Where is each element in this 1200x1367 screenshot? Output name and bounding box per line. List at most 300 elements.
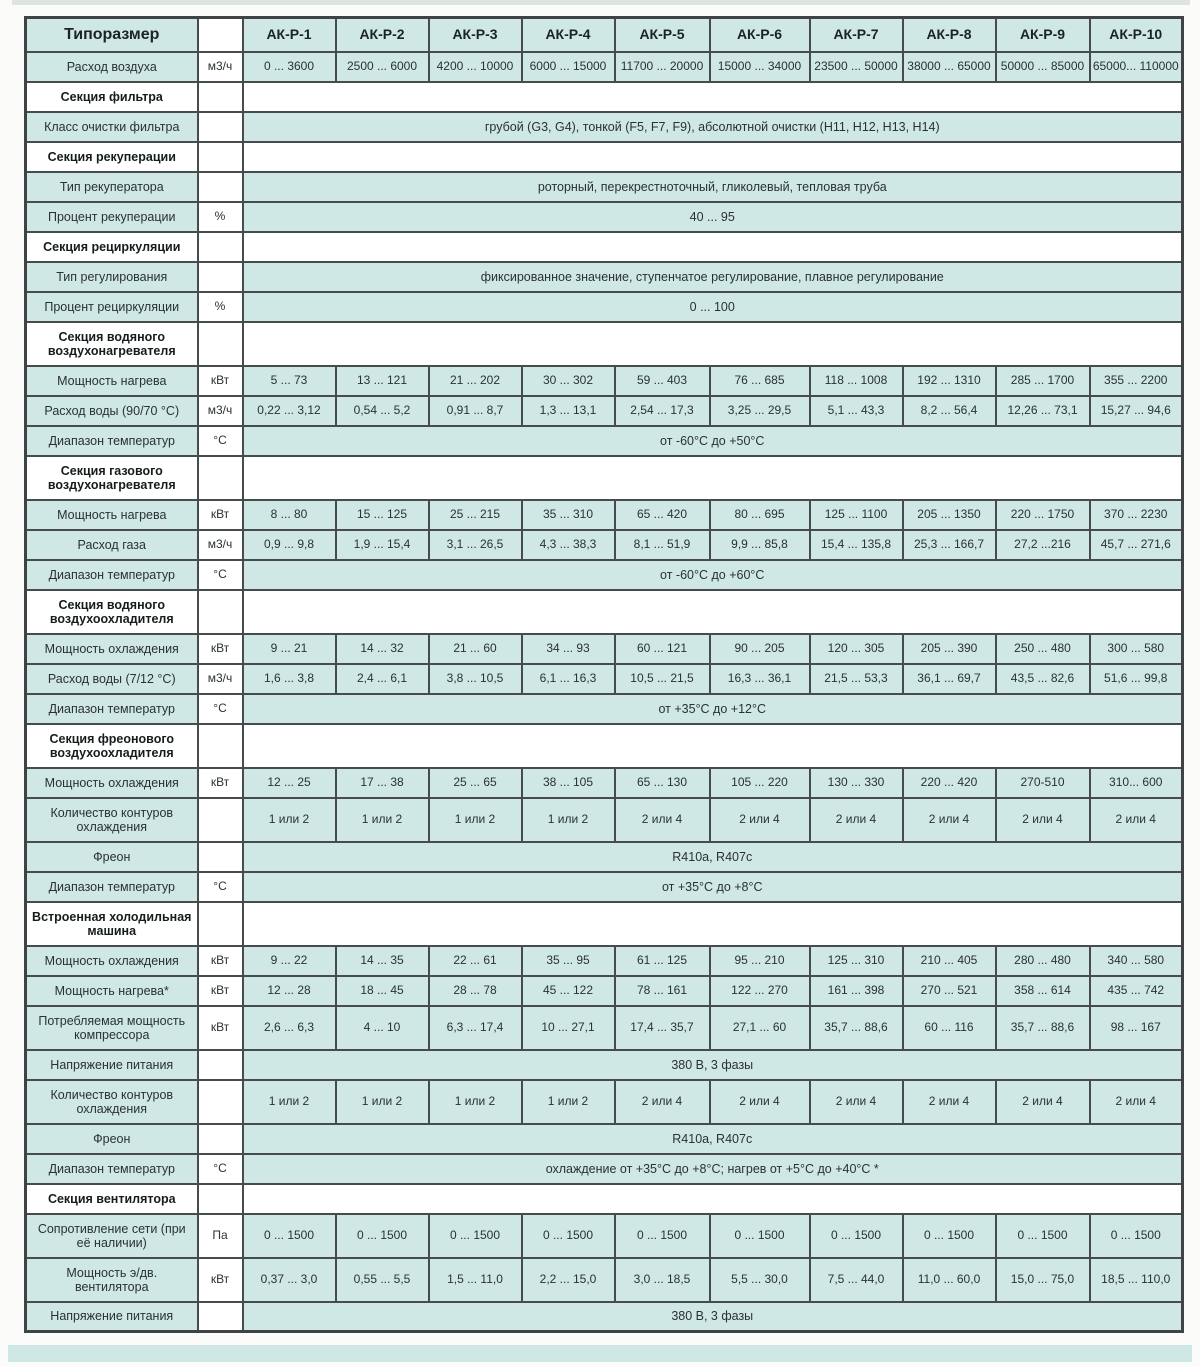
row-label: Количество контуров охлаждения [26, 1080, 198, 1124]
value-cell: 95 ... 210 [710, 946, 810, 976]
value-cell: 220 ... 420 [903, 768, 996, 798]
model-header: АК-Р-10 [1090, 18, 1183, 52]
value-cell: 205 ... 1350 [903, 500, 996, 530]
value-cell: 35,7 ... 88,6 [810, 1006, 903, 1050]
spec-row [26, 426, 1183, 456]
spec-row [26, 872, 1183, 902]
value-cell: 130 ... 330 [810, 768, 903, 798]
value-cell: 13 ... 121 [336, 366, 429, 396]
spec-row [26, 112, 1183, 142]
value-cell: 8,2 ... 56,4 [903, 396, 996, 426]
model-header: АК-Р-1 [243, 18, 336, 52]
value-cell: 120 ... 305 [810, 634, 903, 664]
value-cell: 17 ... 38 [336, 768, 429, 798]
value-cell: 18 ... 45 [336, 976, 429, 1006]
value-cell: 2 или 4 [615, 1080, 710, 1124]
section-title: Секция фреонового воздухоохладителя [26, 724, 198, 768]
value-cell: 280 ... 480 [996, 946, 1090, 976]
value-cell: 2 или 4 [996, 798, 1090, 842]
value-cell: 60 ... 121 [615, 634, 710, 664]
value-cell: 2 или 4 [615, 798, 710, 842]
value-cell: 3,0 ... 18,5 [615, 1258, 710, 1302]
row-label: Расход воды (90/70 °С) [26, 396, 198, 426]
value-cell: 27,1 ... 60 [710, 1006, 810, 1050]
spec-row [26, 1154, 1183, 1184]
value-cell: 0,9 ... 9,8 [243, 530, 336, 560]
unit-cell: °С [198, 872, 243, 902]
value-cell: 220 ... 1750 [996, 500, 1090, 530]
value-cell: 3,25 ... 29,5 [710, 396, 810, 426]
merged-value-cell: фиксированное значение, ступенчатое регулирование, плавное регулирование [243, 262, 1183, 292]
value-cell: 12 ... 28 [243, 976, 336, 1006]
spec-row [26, 530, 1183, 560]
value-cell: 0 ... 1500 [810, 1214, 903, 1258]
value-cell: 38000 ... 65000 [903, 52, 996, 82]
row-label: Процент рекуперации [26, 202, 198, 232]
unit-cell: % [198, 292, 243, 322]
row-label: Сопротивление сети (при её наличии) [26, 1214, 198, 1258]
header-row [26, 18, 1183, 52]
unit-cell [198, 842, 243, 872]
value-cell: 0 ... 1500 [710, 1214, 810, 1258]
spec-table-body [26, 52, 1183, 1332]
value-cell: 0,91 ... 8,7 [429, 396, 522, 426]
value-cell: 4200 ... 10000 [429, 52, 522, 82]
value-cell: 3,8 ... 10,5 [429, 664, 522, 694]
value-cell: 21,5 ... 53,3 [810, 664, 903, 694]
section-empty-cell [243, 322, 1183, 366]
value-cell: 28 ... 78 [429, 976, 522, 1006]
value-cell: 1 или 2 [336, 1080, 429, 1124]
section-header-row [26, 724, 1183, 768]
value-cell: 25,3 ... 166,7 [903, 530, 996, 560]
value-cell: 35,7 ... 88,6 [996, 1006, 1090, 1050]
value-cell: 65000... 110000 [1090, 52, 1183, 82]
value-cell: 9 ... 21 [243, 634, 336, 664]
section-header-row [26, 590, 1183, 634]
value-cell: 10,5 ... 21,5 [615, 664, 710, 694]
value-cell: 0 ... 1500 [429, 1214, 522, 1258]
merged-value-cell: R410a, R407c [243, 1124, 1183, 1154]
value-cell: 300 ... 580 [1090, 634, 1183, 664]
value-cell: 45,7 ... 271,6 [1090, 530, 1183, 560]
row-label: Диапазон температур [26, 872, 198, 902]
unit-cell: кВт [198, 768, 243, 798]
value-cell: 2 или 4 [996, 1080, 1090, 1124]
value-cell: 2 или 4 [1090, 798, 1183, 842]
value-cell: 2 или 4 [710, 1080, 810, 1124]
section-empty-cell [243, 1184, 1183, 1214]
section-empty-cell [243, 232, 1183, 262]
value-cell: 105 ... 220 [710, 768, 810, 798]
unit-cell: °С [198, 694, 243, 724]
value-cell: 122 ... 270 [710, 976, 810, 1006]
spec-row [26, 52, 1183, 82]
value-cell: 11,0 ... 60,0 [903, 1258, 996, 1302]
value-cell: 1,6 ... 3,8 [243, 664, 336, 694]
value-cell: 2 или 4 [903, 1080, 996, 1124]
value-cell: 210 ... 405 [903, 946, 996, 976]
value-cell: 59 ... 403 [615, 366, 710, 396]
value-cell: 17,4 ... 35,7 [615, 1006, 710, 1050]
value-cell: 6,3 ... 17,4 [429, 1006, 522, 1050]
spec-row [26, 1080, 1183, 1124]
value-cell: 270-510 [996, 768, 1090, 798]
value-cell: 50000 ... 85000 [996, 52, 1090, 82]
row-label: Количество контуров охлаждения [26, 798, 198, 842]
row-label: Мощность охлаждения [26, 768, 198, 798]
model-header: АК-Р-2 [336, 18, 429, 52]
unit-cell [198, 172, 243, 202]
spec-row [26, 1302, 1183, 1332]
value-cell: 2,6 ... 6,3 [243, 1006, 336, 1050]
row-label: Диапазон температур [26, 694, 198, 724]
unit-cell [198, 1124, 243, 1154]
unit-header-cell [198, 18, 243, 52]
value-cell: 1,3 ... 13,1 [522, 396, 615, 426]
value-cell: 14 ... 35 [336, 946, 429, 976]
value-cell: 30 ... 302 [522, 366, 615, 396]
value-cell: 76 ... 685 [710, 366, 810, 396]
section-title: Встроенная холодильная машина [26, 902, 198, 946]
value-cell: 1 или 2 [429, 798, 522, 842]
row-label: Расход воздуха [26, 52, 198, 82]
section-header-row [26, 322, 1183, 366]
row-label: Напряжение питания [26, 1302, 198, 1332]
value-cell: 355 ... 2200 [1090, 366, 1183, 396]
value-cell: 25 ... 65 [429, 768, 522, 798]
spec-row [26, 946, 1183, 976]
section-header-row [26, 142, 1183, 172]
value-cell: 45 ... 122 [522, 976, 615, 1006]
value-cell: 7,5 ... 44,0 [810, 1258, 903, 1302]
merged-value-cell: охлаждение от +35°С до +8°С; нагрев от +5°С до +40°С * [243, 1154, 1183, 1184]
section-title: Секция вентилятора [26, 1184, 198, 1214]
section-empty-cell [243, 902, 1183, 946]
value-cell: 6000 ... 15000 [522, 52, 615, 82]
value-cell: 370 ... 2230 [1090, 500, 1183, 530]
spec-row [26, 1124, 1183, 1154]
spec-row [26, 976, 1183, 1006]
section-empty-cell [243, 82, 1183, 112]
unit-cell [198, 456, 243, 500]
section-empty-cell [243, 142, 1183, 172]
unit-cell: °С [198, 426, 243, 456]
value-cell: 11700 ... 20000 [615, 52, 710, 82]
unit-cell: м3/ч [198, 396, 243, 426]
model-header: АК-Р-9 [996, 18, 1090, 52]
value-cell: 125 ... 310 [810, 946, 903, 976]
value-cell: 18,5 ... 110,0 [1090, 1258, 1183, 1302]
value-cell: 61 ... 125 [615, 946, 710, 976]
value-cell: 80 ... 695 [710, 500, 810, 530]
value-cell: 15,4 ... 135,8 [810, 530, 903, 560]
value-cell: 34 ... 93 [522, 634, 615, 664]
spec-row [26, 842, 1183, 872]
merged-value-cell: роторный, перекрестноточный, гликолевый, тепловая труба [243, 172, 1183, 202]
unit-cell: кВт [198, 946, 243, 976]
spec-row [26, 1050, 1183, 1080]
corner-cell: Типоразмер [26, 18, 198, 52]
spec-row [26, 202, 1183, 232]
value-cell: 65 ... 130 [615, 768, 710, 798]
value-cell: 2,2 ... 15,0 [522, 1258, 615, 1302]
row-label: Потребляемая мощность компрессора [26, 1006, 198, 1050]
unit-cell [198, 232, 243, 262]
unit-cell [198, 322, 243, 366]
value-cell: 0 ... 1500 [243, 1214, 336, 1258]
merged-value-cell: грубой (G3, G4), тонкой (F5, F7, F9), абсолютной очистки (H11, H12, H13, H14) [243, 112, 1183, 142]
section-header-row [26, 82, 1183, 112]
value-cell: 270 ... 521 [903, 976, 996, 1006]
value-cell: 2 или 4 [903, 798, 996, 842]
section-title: Секция водяного воздухоохладителя [26, 590, 198, 634]
unit-cell: м3/ч [198, 530, 243, 560]
section-header-row [26, 902, 1183, 946]
merged-value-cell: 40 ... 95 [243, 202, 1183, 232]
value-cell: 250 ... 480 [996, 634, 1090, 664]
model-header: АК-Р-7 [810, 18, 903, 52]
value-cell: 285 ... 1700 [996, 366, 1090, 396]
value-cell: 4,3 ... 38,3 [522, 530, 615, 560]
spec-row [26, 1258, 1183, 1302]
unit-cell: °С [198, 560, 243, 590]
row-label: Фреон [26, 1124, 198, 1154]
value-cell: 435 ... 742 [1090, 976, 1183, 1006]
value-cell: 65 ... 420 [615, 500, 710, 530]
unit-cell: % [198, 202, 243, 232]
value-cell: 3,1 ... 26,5 [429, 530, 522, 560]
unit-cell [198, 82, 243, 112]
section-empty-cell [243, 590, 1183, 634]
unit-cell [198, 1302, 243, 1332]
value-cell: 0 ... 1500 [996, 1214, 1090, 1258]
row-label: Процент рециркуляции [26, 292, 198, 322]
value-cell: 0 ... 1500 [336, 1214, 429, 1258]
value-cell: 0,55 ... 5,5 [336, 1258, 429, 1302]
merged-value-cell: от -60°С до +60°С [243, 560, 1183, 590]
value-cell: 161 ... 398 [810, 976, 903, 1006]
unit-cell: кВт [198, 976, 243, 1006]
row-label: Мощность охлаждения [26, 946, 198, 976]
value-cell: 118 ... 1008 [810, 366, 903, 396]
bottom-decoration-strip [8, 1345, 1192, 1362]
value-cell: 60 ... 116 [903, 1006, 996, 1050]
spec-row [26, 500, 1183, 530]
value-cell: 12,26 ... 73,1 [996, 396, 1090, 426]
value-cell: 0,22 ... 3,12 [243, 396, 336, 426]
value-cell: 8,1 ... 51,9 [615, 530, 710, 560]
spec-row [26, 172, 1183, 202]
value-cell: 4 ... 10 [336, 1006, 429, 1050]
model-header: АК-Р-6 [710, 18, 810, 52]
row-label: Диапазон температур [26, 560, 198, 590]
spec-table [24, 16, 1184, 1333]
value-cell: 0 ... 3600 [243, 52, 336, 82]
unit-cell [198, 262, 243, 292]
value-cell: 35 ... 95 [522, 946, 615, 976]
value-cell: 5,1 ... 43,3 [810, 396, 903, 426]
spec-row [26, 292, 1183, 322]
row-label: Мощность нагрева* [26, 976, 198, 1006]
value-cell: 125 ... 1100 [810, 500, 903, 530]
unit-cell [198, 798, 243, 842]
spec-row [26, 560, 1183, 590]
model-header: АК-Р-3 [429, 18, 522, 52]
spec-row [26, 798, 1183, 842]
row-label: Мощность нагрева [26, 366, 198, 396]
model-header: АК-Р-4 [522, 18, 615, 52]
section-title: Секция рециркуляции [26, 232, 198, 262]
merged-value-cell: от +35°С до +12°С [243, 694, 1183, 724]
value-cell: 16,3 ... 36,1 [710, 664, 810, 694]
value-cell: 98 ... 167 [1090, 1006, 1183, 1050]
section-title: Секция газового воздухонагревателя [26, 456, 198, 500]
unit-cell: кВт [198, 500, 243, 530]
value-cell: 2 или 4 [810, 798, 903, 842]
value-cell: 0 ... 1500 [522, 1214, 615, 1258]
value-cell: 12 ... 25 [243, 768, 336, 798]
merged-value-cell: 0 ... 100 [243, 292, 1183, 322]
merged-value-cell: от -60°С до +50°С [243, 426, 1183, 456]
value-cell: 1,5 ... 11,0 [429, 1258, 522, 1302]
row-label: Диапазон температур [26, 1154, 198, 1184]
value-cell: 36,1 ... 69,7 [903, 664, 996, 694]
value-cell: 2 или 4 [710, 798, 810, 842]
unit-cell [198, 1184, 243, 1214]
row-label: Тип рекуператора [26, 172, 198, 202]
unit-cell: кВт [198, 634, 243, 664]
value-cell: 2 или 4 [1090, 1080, 1183, 1124]
row-label: Тип регулирования [26, 262, 198, 292]
value-cell: 0,37 ... 3,0 [243, 1258, 336, 1302]
unit-cell: м3/ч [198, 664, 243, 694]
value-cell: 15,27 ... 94,6 [1090, 396, 1183, 426]
value-cell: 1 или 2 [429, 1080, 522, 1124]
model-header: АК-Р-5 [615, 18, 710, 52]
value-cell: 27,2 ...216 [996, 530, 1090, 560]
spec-row [26, 366, 1183, 396]
value-cell: 14 ... 32 [336, 634, 429, 664]
section-header-row [26, 456, 1183, 500]
value-cell: 1,9 ... 15,4 [336, 530, 429, 560]
unit-cell [198, 1050, 243, 1080]
row-label: Мощность э/дв. вентилятора [26, 1258, 198, 1302]
section-title: Секция водяного воздухонагревателя [26, 322, 198, 366]
spec-row [26, 664, 1183, 694]
row-label: Диапазон температур [26, 426, 198, 456]
value-cell: 5,5 ... 30,0 [710, 1258, 810, 1302]
merged-value-cell: R410a, R407c [243, 842, 1183, 872]
value-cell: 10 ... 27,1 [522, 1006, 615, 1050]
unit-cell [198, 142, 243, 172]
value-cell: 21 ... 202 [429, 366, 522, 396]
value-cell: 15,0 ... 75,0 [996, 1258, 1090, 1302]
spec-row [26, 634, 1183, 664]
row-label: Расход воды (7/12 °С) [26, 664, 198, 694]
merged-value-cell: 380 В, 3 фазы [243, 1302, 1183, 1332]
value-cell: 35 ... 310 [522, 500, 615, 530]
section-empty-cell [243, 456, 1183, 500]
value-cell: 1 или 2 [243, 1080, 336, 1124]
value-cell: 21 ... 60 [429, 634, 522, 664]
section-title: Секция фильтра [26, 82, 198, 112]
value-cell: 358 ... 614 [996, 976, 1090, 1006]
value-cell: 2 или 4 [810, 1080, 903, 1124]
spec-row [26, 1214, 1183, 1258]
value-cell: 78 ... 161 [615, 976, 710, 1006]
spec-row [26, 694, 1183, 724]
row-label: Фреон [26, 842, 198, 872]
value-cell: 25 ... 215 [429, 500, 522, 530]
value-cell: 340 ... 580 [1090, 946, 1183, 976]
value-cell: 8 ... 80 [243, 500, 336, 530]
row-label: Мощность нагрева [26, 500, 198, 530]
value-cell: 0 ... 1500 [903, 1214, 996, 1258]
value-cell: 9 ... 22 [243, 946, 336, 976]
spec-row [26, 262, 1183, 292]
unit-cell: кВт [198, 366, 243, 396]
value-cell: 51,6 ... 99,8 [1090, 664, 1183, 694]
unit-cell: кВт [198, 1258, 243, 1302]
top-decoration-strip [12, 0, 1190, 5]
unit-cell: °С [198, 1154, 243, 1184]
value-cell: 23500 ... 50000 [810, 52, 903, 82]
row-label: Расход газа [26, 530, 198, 560]
merged-value-cell: от +35°С до +8°С [243, 872, 1183, 902]
spec-row [26, 396, 1183, 426]
value-cell: 2,4 ... 6,1 [336, 664, 429, 694]
unit-cell: м3/ч [198, 52, 243, 82]
unit-cell [198, 902, 243, 946]
value-cell: 1 или 2 [336, 798, 429, 842]
value-cell: 43,5 ... 82,6 [996, 664, 1090, 694]
value-cell: 205 ... 390 [903, 634, 996, 664]
value-cell: 2,54 ... 17,3 [615, 396, 710, 426]
value-cell: 2500 ... 6000 [336, 52, 429, 82]
row-label: Класс очистки фильтра [26, 112, 198, 142]
value-cell: 6,1 ... 16,3 [522, 664, 615, 694]
row-label: Напряжение питания [26, 1050, 198, 1080]
section-header-row [26, 1184, 1183, 1214]
unit-cell [198, 1080, 243, 1124]
value-cell: 0 ... 1500 [615, 1214, 710, 1258]
unit-cell [198, 112, 243, 142]
value-cell: 22 ... 61 [429, 946, 522, 976]
row-label: Мощность охлаждения [26, 634, 198, 664]
section-title: Секция рекуперации [26, 142, 198, 172]
merged-value-cell: 380 В, 3 фазы [243, 1050, 1183, 1080]
model-header: АК-Р-8 [903, 18, 996, 52]
value-cell: 5 ... 73 [243, 366, 336, 396]
unit-cell [198, 724, 243, 768]
value-cell: 0 ... 1500 [1090, 1214, 1183, 1258]
value-cell: 310... 600 [1090, 768, 1183, 798]
value-cell: 15000 ... 34000 [710, 52, 810, 82]
value-cell: 15 ... 125 [336, 500, 429, 530]
value-cell: 1 или 2 [243, 798, 336, 842]
value-cell: 38 ... 105 [522, 768, 615, 798]
section-header-row [26, 232, 1183, 262]
value-cell: 192 ... 1310 [903, 366, 996, 396]
value-cell: 9,9 ... 85,8 [710, 530, 810, 560]
section-empty-cell [243, 724, 1183, 768]
spec-row [26, 768, 1183, 798]
value-cell: 90 ... 205 [710, 634, 810, 664]
unit-cell: Па [198, 1214, 243, 1258]
value-cell: 1 или 2 [522, 1080, 615, 1124]
value-cell: 0,54 ... 5,2 [336, 396, 429, 426]
